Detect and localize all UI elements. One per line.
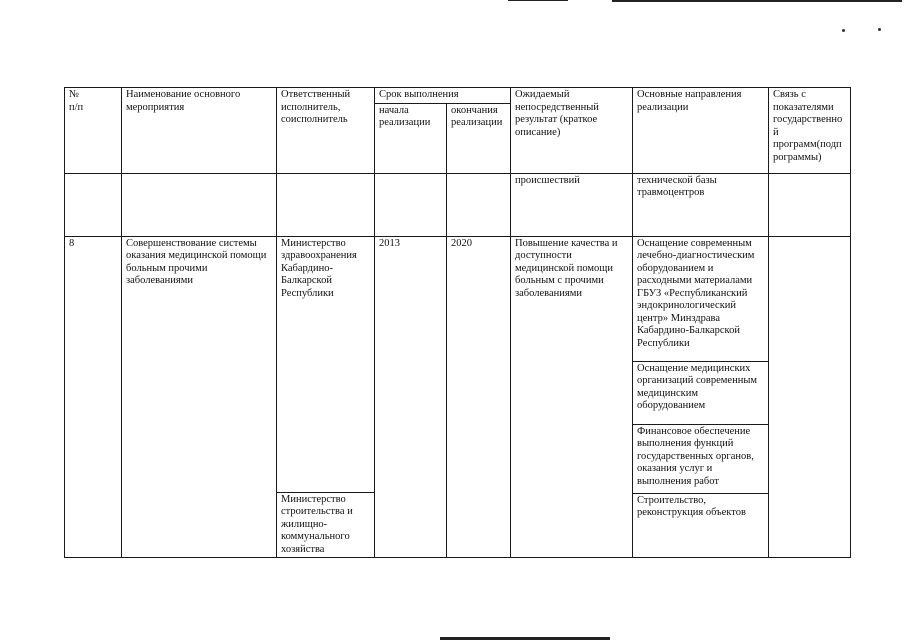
- cont-end: [447, 173, 511, 236]
- direction-item: Финансовое обеспечение выполнения функций государственных органов, оказания услуг и выполнения работ: [633, 425, 768, 494]
- program-activities-table: [64, 87, 851, 558]
- row8-num: 8: [65, 236, 122, 558]
- header-responsible: Ответственный исполнитель, соисполнитель: [277, 88, 375, 174]
- row8-directions: [633, 236, 769, 558]
- direction-item: Оснащение современным лечебно-диагностическим оборудованием и расходными материалами ГБУЗ «Республиканский эндокринологический центр» Минздрава Кабардино-Балкарской Республики: [633, 237, 768, 362]
- row8-expected: Повышение качества и доступности медицинской помощи больным с прочими заболеваниями: [511, 236, 633, 558]
- header-row: [65, 88, 851, 104]
- header-term: Срок выполнения: [375, 88, 511, 104]
- header-term-start: начала реализации: [375, 103, 447, 173]
- header-directions: Основные направления реализации: [633, 88, 769, 174]
- header-num: № п/п: [65, 88, 122, 174]
- direction-item: Оснащение медицинских организаций современным медицинским оборудованием: [633, 362, 768, 425]
- continuation-row: [65, 173, 851, 236]
- direction-item: Строительство, реконструкция объектов: [637, 494, 746, 518]
- scan-dot: [842, 29, 845, 32]
- cont-expected: происшествий: [511, 173, 633, 236]
- cont-start: [375, 173, 447, 236]
- row8-name: Совершенствование системы оказания медицинской помощи больным прочими заболеваниями: [122, 236, 277, 558]
- header-term-end: окончания реализации: [447, 103, 511, 173]
- header-expected: Ожидаемый непосредственный результат (краткое описание): [511, 88, 633, 174]
- header-name: Наименование основного мероприятия: [122, 88, 277, 174]
- cont-link: [769, 173, 851, 236]
- row8-responsible-2: Министерство строительства и жилищно-коммунального хозяйства: [281, 493, 353, 555]
- cont-name: [122, 173, 277, 236]
- row8-responsible-1: Министерство здравоохранения Кабардино-Балкарской Республики: [277, 237, 374, 493]
- row8-end: 2020: [447, 236, 511, 558]
- header-link: Связь с показателями государственно й программ(подп рограммы): [769, 88, 851, 174]
- table-row-8: [65, 236, 851, 558]
- scan-mark-top-left: [508, 0, 568, 1]
- scan-dot: [878, 28, 881, 31]
- row8-start: 2013: [375, 236, 447, 558]
- row8-link: [769, 236, 851, 558]
- cont-responsible: [277, 173, 375, 236]
- scan-mark-top: [612, 0, 902, 2]
- row8-responsible: [277, 236, 375, 558]
- cont-num: [65, 173, 122, 236]
- cont-directions: технической базы травмоцентров: [633, 173, 769, 236]
